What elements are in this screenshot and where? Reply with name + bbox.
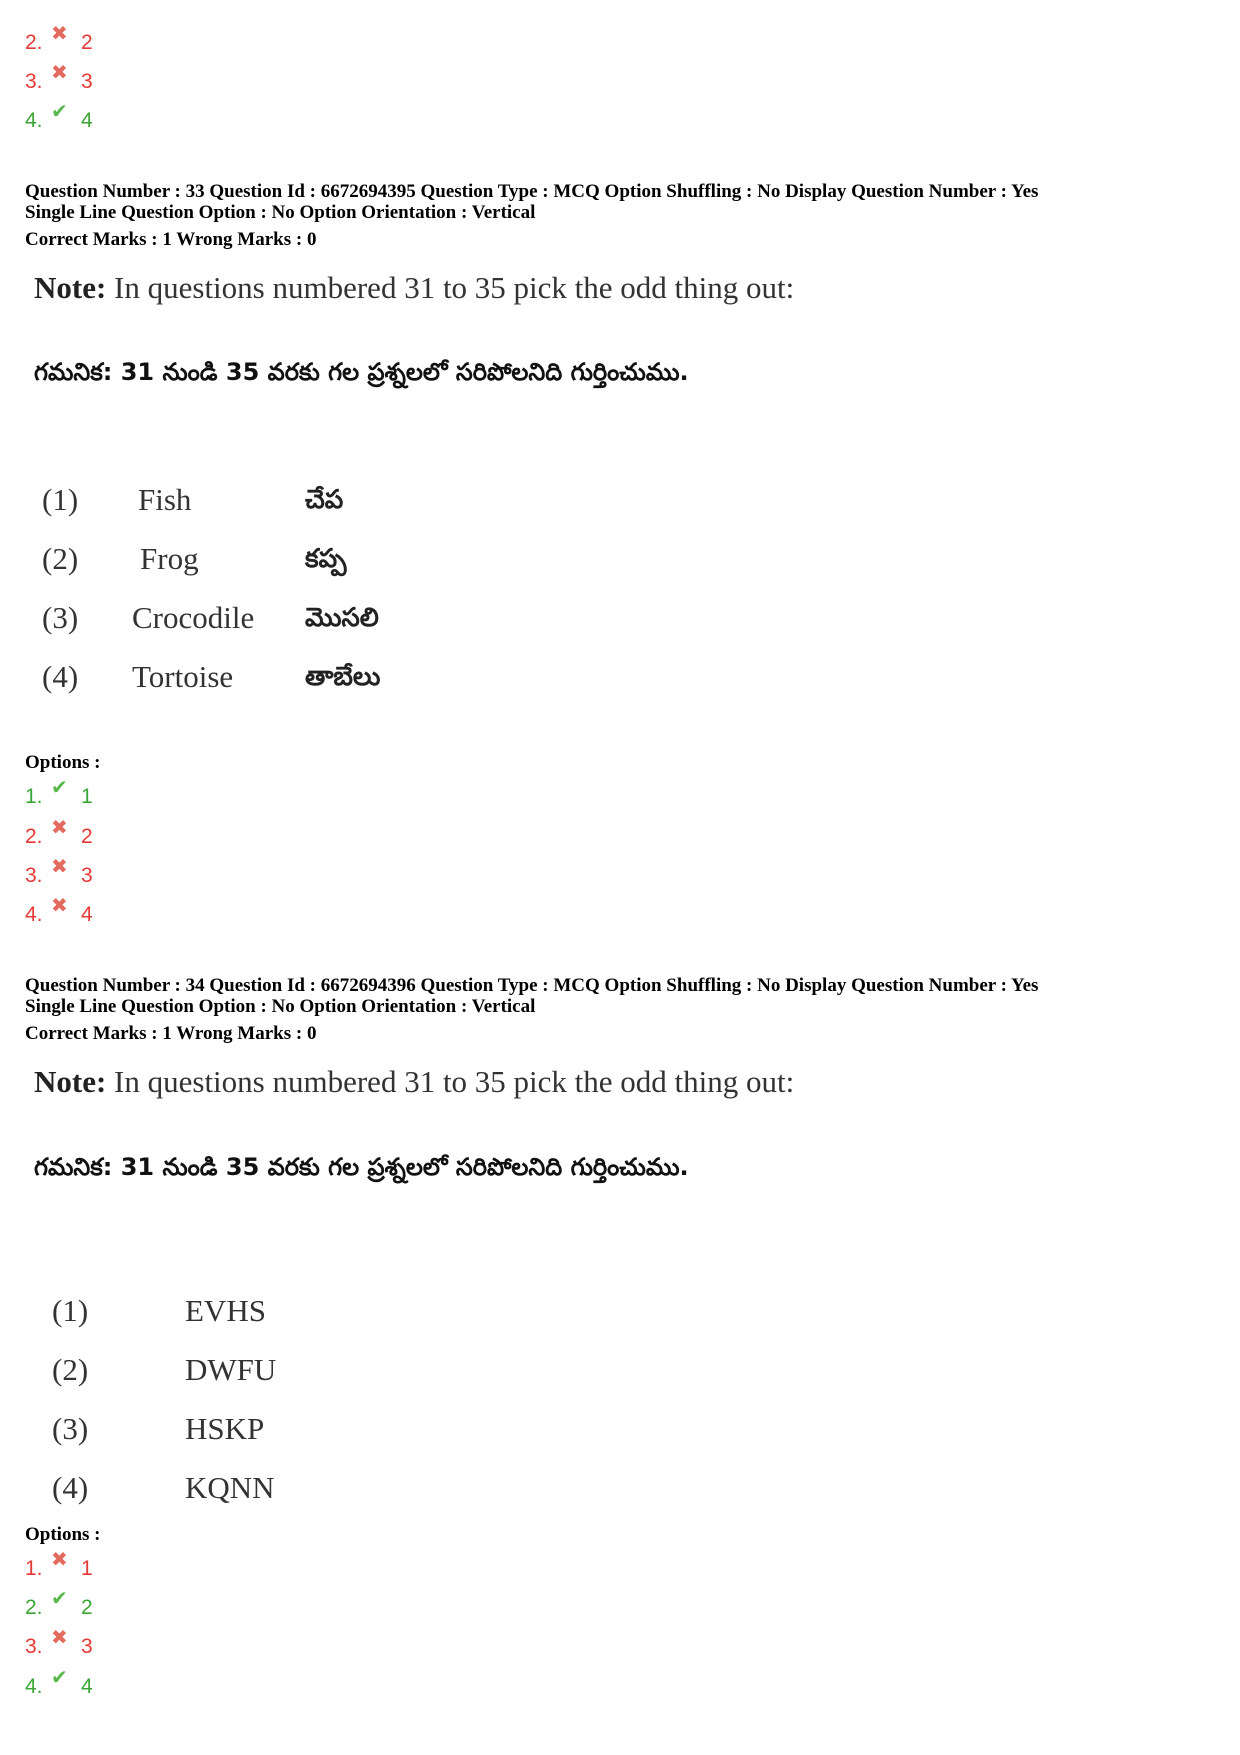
option-number: 3. (25, 70, 43, 93)
option-value: 4 (81, 109, 93, 132)
item-telugu: తాబేలు (305, 662, 381, 692)
option-number: 4. (25, 903, 43, 926)
meta-line: Correct Marks : 1 Wrong Marks : 0 (25, 1023, 317, 1044)
option-value: 2 (81, 1596, 93, 1619)
question-item (0, 1468, 500, 1508)
option-value: 3 (81, 864, 93, 887)
question-item (0, 657, 600, 697)
option-number: 4. (25, 109, 43, 132)
option-value: 1 (81, 785, 93, 808)
option-value: 4 (81, 1675, 93, 1698)
option-row (25, 777, 93, 812)
check-icon: ✔ (51, 777, 68, 799)
cross-icon: ✖ (51, 856, 68, 878)
item-telugu: చేప (305, 485, 344, 515)
question-item (0, 539, 600, 579)
item-english: Frog (140, 541, 199, 576)
meta-line: Correct Marks : 1 Wrong Marks : 0 (25, 229, 317, 250)
cross-icon: ✖ (51, 817, 68, 839)
option-number: 2. (25, 1596, 43, 1619)
option-value: 1 (81, 1557, 93, 1580)
note-text: In questions numbered 31 to 35 pick the odd thing out: (106, 1064, 795, 1099)
option-value: 4 (81, 903, 93, 926)
item-telugu: మొసలి (305, 603, 379, 633)
item-number: (4) (42, 659, 79, 694)
item-number: (3) (52, 1411, 89, 1446)
question-item (0, 1350, 500, 1390)
question-note (34, 270, 794, 306)
check-icon: ✔ (51, 101, 68, 123)
item-number: (4) (52, 1470, 89, 1505)
meta-line: Question Number : 34 Question Id : 6672694396 Question Type : MCQ Option Shuffling : No Display Question Number : Yes (25, 975, 1039, 996)
question-item (0, 1291, 500, 1331)
item-english: Fish (138, 482, 192, 517)
option-number: 4. (25, 1675, 43, 1698)
options-label: Options : (25, 1524, 101, 1545)
option-number: 1. (25, 785, 43, 808)
cross-icon: ✖ (51, 62, 68, 84)
option-row (25, 1549, 93, 1584)
meta-line: Single Line Question Option : No Option Orientation : Vertical (25, 996, 536, 1017)
option-number: 1. (25, 1557, 43, 1580)
item-code: EVHS (185, 1293, 266, 1328)
option-row (25, 1588, 93, 1623)
option-value: 2 (81, 825, 93, 848)
option-row (25, 62, 93, 97)
item-number: (1) (42, 482, 79, 517)
question-item (0, 1409, 500, 1449)
option-value: 2 (81, 31, 93, 54)
question-item (0, 480, 600, 520)
item-number: (2) (42, 541, 79, 576)
cross-icon: ✖ (51, 23, 68, 45)
option-value: 3 (81, 70, 93, 93)
question-item (0, 598, 600, 638)
cross-icon: ✖ (51, 1549, 68, 1571)
check-icon: ✔ (51, 1667, 68, 1689)
item-english: Crocodile (132, 600, 255, 635)
option-row (25, 101, 93, 136)
question-note (34, 1064, 794, 1100)
question-meta (25, 181, 1038, 250)
meta-line: Question Number : 33 Question Id : 6672694395 Question Type : MCQ Option Shuffling : No Display Question Number : Yes (25, 181, 1039, 202)
option-row (25, 856, 93, 891)
options-label: Options : (25, 752, 101, 773)
item-number: (1) (52, 1293, 89, 1328)
option-number: 3. (25, 864, 43, 887)
item-code: DWFU (185, 1352, 277, 1387)
item-code: HSKP (185, 1411, 265, 1446)
cross-icon: ✖ (51, 1627, 68, 1649)
option-row (25, 817, 93, 852)
item-english: Tortoise (132, 659, 234, 694)
option-number: 3. (25, 1635, 43, 1658)
telugu-note: గమనిక: 31 నుండి 35 వరకు గల ప్రశ్నలలో సరిపోలనిది గుర్తించుము. (34, 358, 689, 386)
option-row (25, 1667, 93, 1702)
note-text: In questions numbered 31 to 35 pick the odd thing out: (106, 270, 795, 305)
option-value: 3 (81, 1635, 93, 1658)
note-label: Note: (34, 270, 107, 305)
item-code: KQNN (185, 1470, 275, 1505)
check-icon: ✔ (51, 1588, 68, 1610)
item-telugu: కప్ప (305, 544, 347, 574)
question-meta (25, 975, 1038, 1044)
cross-icon: ✖ (51, 895, 68, 917)
option-number: 2. (25, 31, 43, 54)
option-row (25, 895, 93, 930)
telugu-note: గమనిక: 31 నుండి 35 వరకు గల ప్రశ్నలలో సరిపోలనిది గుర్తించుము. (34, 1153, 689, 1181)
option-row (25, 1627, 93, 1662)
option-row (25, 23, 93, 58)
meta-line: Single Line Question Option : No Option Orientation : Vertical (25, 202, 536, 223)
note-label: Note: (34, 1064, 107, 1099)
item-number: (2) (52, 1352, 89, 1387)
option-number: 2. (25, 825, 43, 848)
item-number: (3) (42, 600, 79, 635)
